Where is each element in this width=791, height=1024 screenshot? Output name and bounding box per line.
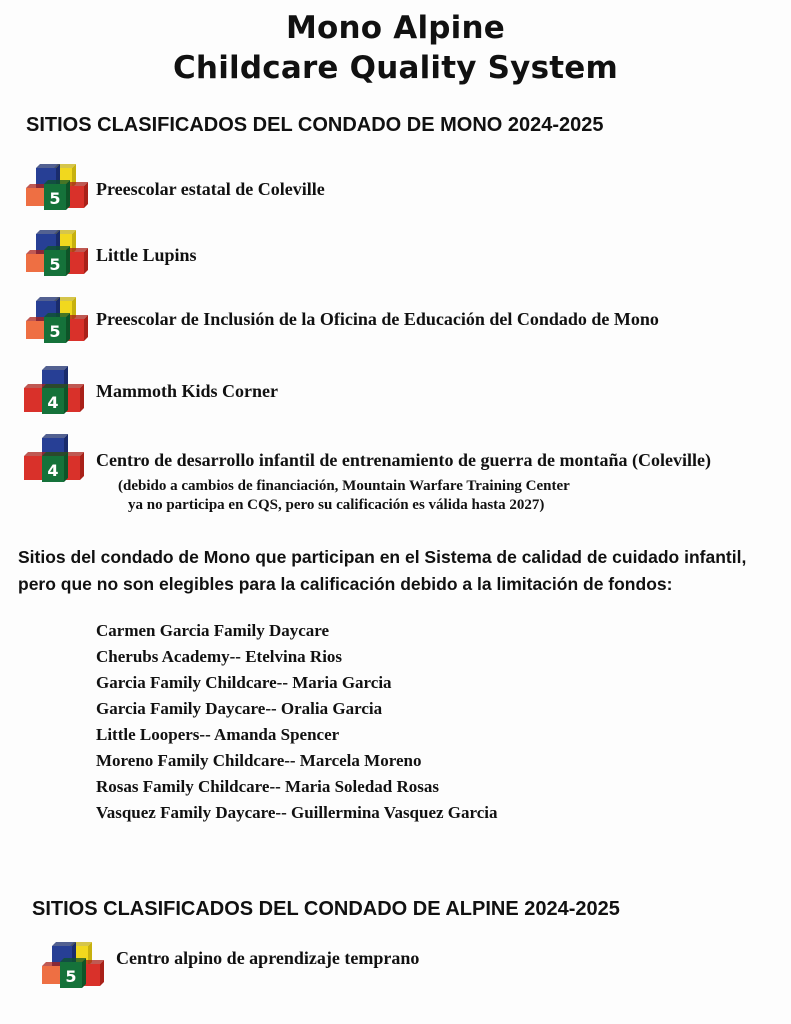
green-block-top bbox=[44, 180, 70, 184]
rating-5-blocks-icon bbox=[42, 942, 104, 992]
mono-section-heading: SITIOS CLASIFICADOS DEL CONDADO DE MONO 2024-2025 bbox=[26, 114, 604, 136]
funding-note-line-2: ya no participa en CQS, pero su calificación es válida hasta 2027) bbox=[128, 497, 545, 513]
red-block-side bbox=[84, 248, 88, 274]
green-block-side bbox=[82, 958, 86, 988]
orange-block-front bbox=[26, 321, 46, 339]
green-block-top bbox=[44, 246, 70, 250]
green-block-side bbox=[64, 384, 68, 414]
rating-4-blocks-icon bbox=[24, 436, 86, 486]
page-title bbox=[0, 8, 791, 88]
provider-list-item: Moreno Family Childcare-- Marcela Moreno bbox=[96, 751, 422, 770]
provider-list-item: Vasquez Family Daycare-- Guillermina Vasquez Garcia bbox=[96, 803, 498, 822]
rating-4-blocks-icon bbox=[24, 368, 86, 418]
rated-site-item bbox=[0, 226, 791, 282]
green-block-side bbox=[66, 180, 70, 210]
rating-number: 5 bbox=[65, 967, 77, 986]
rating-number: 5 bbox=[49, 189, 61, 208]
rating-number: 5 bbox=[49, 255, 61, 274]
red-block-side bbox=[84, 315, 88, 341]
blue-block-top bbox=[42, 434, 68, 438]
rated-site-name: Mammoth Kids Corner bbox=[96, 381, 278, 401]
orange-block-front bbox=[42, 966, 62, 984]
title-line-2: Childcare Quality System bbox=[172, 50, 618, 86]
green-block-side bbox=[66, 246, 70, 276]
red-block-side bbox=[84, 182, 88, 208]
alpine-section-heading: SITIOS CLASIFICADOS DEL CONDADO DE ALPINE 2024-2025 bbox=[32, 898, 620, 920]
green-block-top bbox=[60, 958, 86, 962]
rated-site-name: Centro de desarrollo infantil de entrenamiento de guerra de montaña (Coleville) bbox=[96, 450, 711, 470]
rated-site-item bbox=[0, 364, 791, 420]
blue-block-top bbox=[36, 164, 60, 168]
rated-site-name: Centro alpino de aprendizaje temprano bbox=[116, 948, 420, 968]
rating-5-blocks-icon bbox=[26, 230, 88, 280]
rating-5-blocks-icon bbox=[26, 164, 88, 214]
participating-provider-list bbox=[96, 618, 498, 826]
red-block-side bbox=[80, 452, 84, 480]
rating-number: 5 bbox=[49, 322, 61, 341]
blue-block-top bbox=[52, 942, 76, 946]
provider-list-item: Garcia Family Daycare-- Oralia Garcia bbox=[96, 699, 383, 718]
provider-list-item: Carmen Garcia Family Daycare bbox=[96, 621, 330, 640]
provider-list-item: Little Loopers-- Amanda Spencer bbox=[96, 725, 340, 744]
blue-block-top bbox=[42, 366, 68, 370]
provider-list-item: Cherubs Academy-- Etelvina Rios bbox=[96, 647, 343, 666]
orange-block-front bbox=[26, 254, 46, 272]
title-line-1: Mono Alpine bbox=[285, 10, 506, 46]
red-block-side bbox=[80, 384, 84, 412]
rated-site-item bbox=[0, 936, 791, 992]
rating-number: 4 bbox=[47, 393, 59, 412]
green-block-top bbox=[44, 313, 70, 317]
rated-site-name: Preescolar de Inclusión de la Oficina de Educación del Condado de Mono bbox=[96, 309, 659, 329]
red-block-side bbox=[100, 960, 104, 986]
green-block-side bbox=[66, 313, 70, 343]
rated-site-name: Preescolar estatal de Coleville bbox=[96, 179, 325, 199]
funding-note-line-1: (debido a cambios de financiación, Mountain Warfare Training Center bbox=[118, 478, 570, 494]
green-block-top bbox=[42, 384, 68, 388]
green-block-top bbox=[42, 452, 68, 456]
provider-list-item: Rosas Family Childcare-- Maria Soledad Rosas bbox=[96, 777, 439, 796]
rating-number: 4 bbox=[47, 461, 59, 480]
green-block-side bbox=[64, 452, 68, 482]
orange-block-front bbox=[26, 188, 46, 206]
funding-note bbox=[118, 477, 678, 515]
blue-block-top bbox=[36, 230, 60, 234]
rated-site-item bbox=[0, 293, 791, 349]
rating-5-blocks-icon bbox=[26, 297, 88, 347]
rated-site-name: Little Lupins bbox=[96, 245, 197, 265]
participating-description: Sitios del condado de Mono que participan en el Sistema de calidad de cuidado infantil, pero que no son elegibles para la calificación debido a la limitación de fondos: bbox=[18, 547, 747, 594]
blue-block-top bbox=[36, 297, 60, 301]
provider-list-item: Garcia Family Childcare-- Maria Garcia bbox=[96, 673, 392, 692]
rated-site-item bbox=[0, 160, 791, 216]
